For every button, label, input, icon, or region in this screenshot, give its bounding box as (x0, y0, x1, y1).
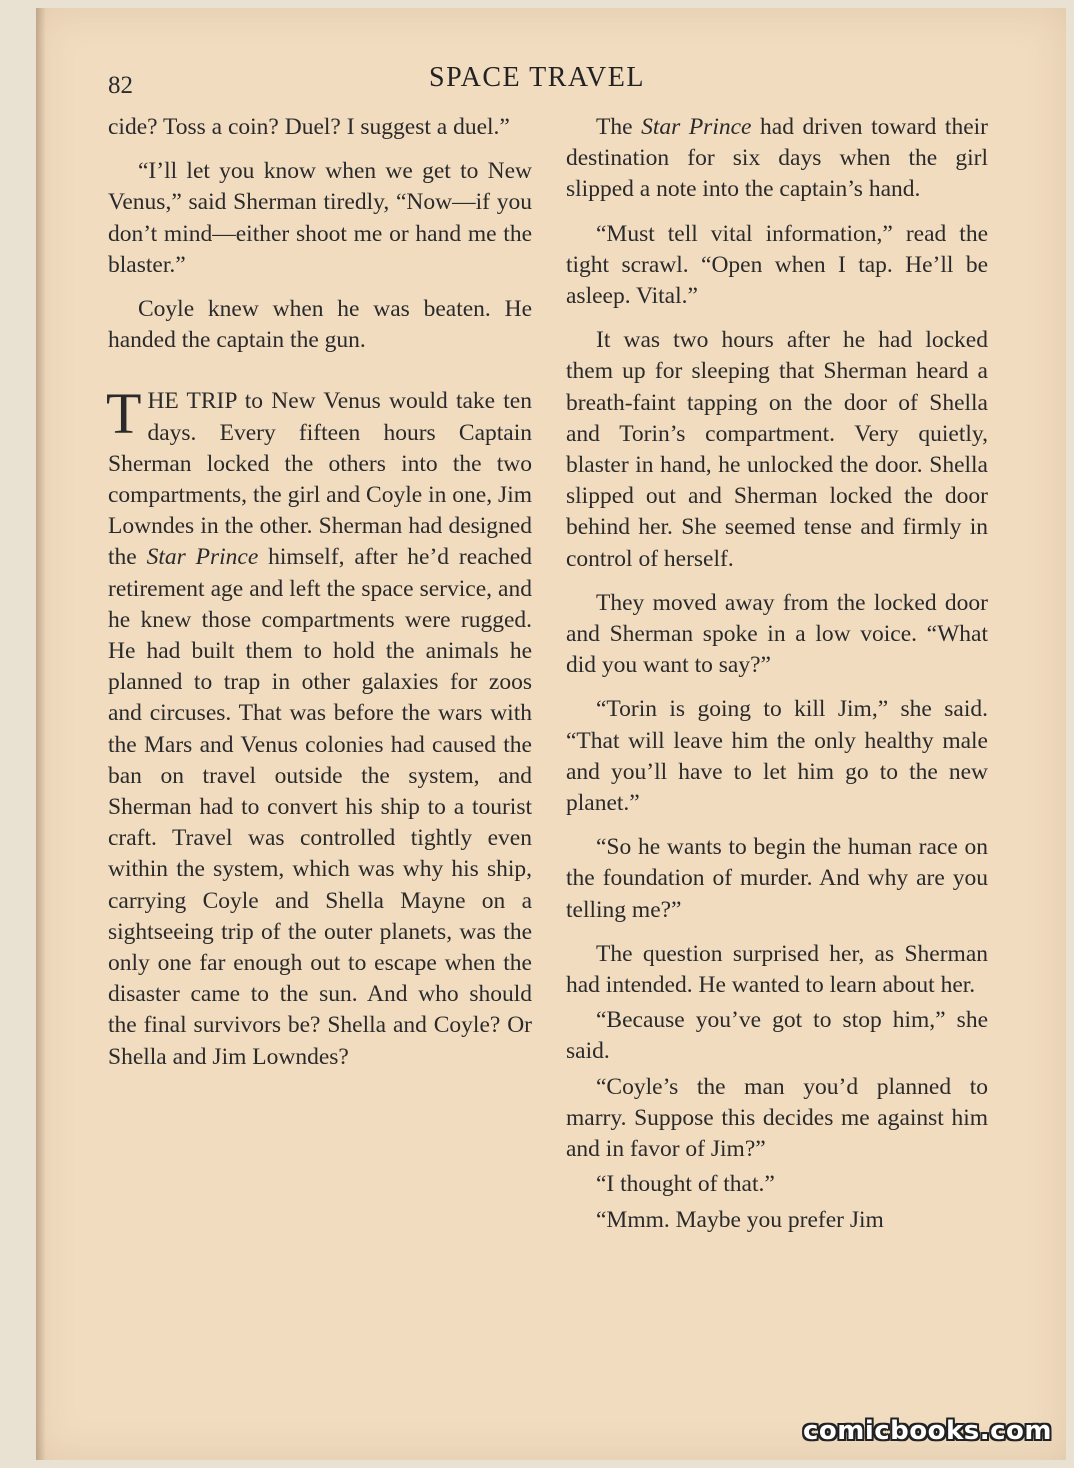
paragraph: They moved away from the locked door and Sherman spoke in a low voice. “What did you want to say?” (566, 589, 988, 679)
paragraph: “Because you’ve got to stop him,” she said. (566, 1007, 988, 1065)
text-run: HE TRIP to New Venus would take ten days. Every fifteen hours Captain Sherman locked the others into the two compartments, the girl and Coyle in one, Jim Lowndes in the other. Sherman had designed the (108, 388, 532, 571)
text-run: The (596, 114, 642, 140)
right-column (566, 112, 988, 1240)
paragraph: cide? Toss a coin? Duel? I suggest a duel.” (108, 114, 510, 140)
paragraph: The question surprised her, as Sherman had intended. He wanted to learn about her. (566, 940, 988, 999)
ship-name: Star Prince (146, 544, 259, 571)
drop-cap: T (106, 381, 142, 447)
text-run: himself, after he’d reached retirement age and left the space service, and he knew those compartments were rugged. He had built them to hold the animals he planned to trap in other galaxies for zoos and circuses. That was before the wars with the Mars and Venus colonies had caused the ban on travel outside the system, and Sherman had to convert his ship to a tourist craft. Travel was controlled tightly even within the system, which was why his ship, carrying Coyle and Shella Mayne on a sightseeing trip of the outer planets, was the only one far enough out to escape when the disaster came to the sun. And who should the final survivors be? Shella and Coyle? Or Shella and Jim Lowndes? (108, 544, 532, 1070)
paragraph: “Mmm. Maybe you prefer Jim (596, 1206, 884, 1233)
paragraph: “Torin is going to kill Jim,” she said. “That will leave him the only healthy male and you’ll have to let him go to the new planet.” (566, 696, 988, 817)
ship-name: Star Prince (641, 114, 752, 140)
paragraph: “I thought of that.” (596, 1171, 775, 1198)
running-title: SPACE TRAVEL (429, 62, 645, 93)
paragraph (566, 112, 988, 206)
page-number: 82 (108, 72, 133, 99)
paragraph: “Coyle’s the man you’d planned to marry. Suppose this decides me against him and in favor of Jim?” (566, 1073, 988, 1163)
paragraph: “Must tell vital information,” read the tight scrawl. “Open when I tap. He’ll be asleep. Vital.” (566, 220, 988, 310)
paragraph: It was two hours after he had locked them up for sleeping that Sherman heard a breath-faint tapping on the door of Shella and Torin’s compartment. Very quietly, blaster in hand, he unlocked the door. Shella slipped out and Sherman locked the door behind her. She seemed tense and firmly in control of herself. (566, 327, 988, 572)
watermark-logo: comicbooks.com (802, 1416, 1052, 1446)
paragraph: Coyle knew when he was beaten. He handed the captain the gun. (108, 296, 532, 354)
left-column (108, 112, 532, 1086)
section-paragraph (106, 381, 532, 1072)
page-spine-shadow (36, 8, 46, 1460)
paragraph: “So he wants to begin the human race on the foundation of murder. And why are you telling me?” (566, 834, 988, 923)
paragraph: “I’ll let you know when we get to New Venus,” said Sherman tiredly, “Now—if you don’t mind—either shoot me or hand me the blaster.” (108, 158, 532, 278)
text-run: had driven toward their destination for six days when the girl slipped a note into the captain’s hand. (566, 114, 988, 203)
